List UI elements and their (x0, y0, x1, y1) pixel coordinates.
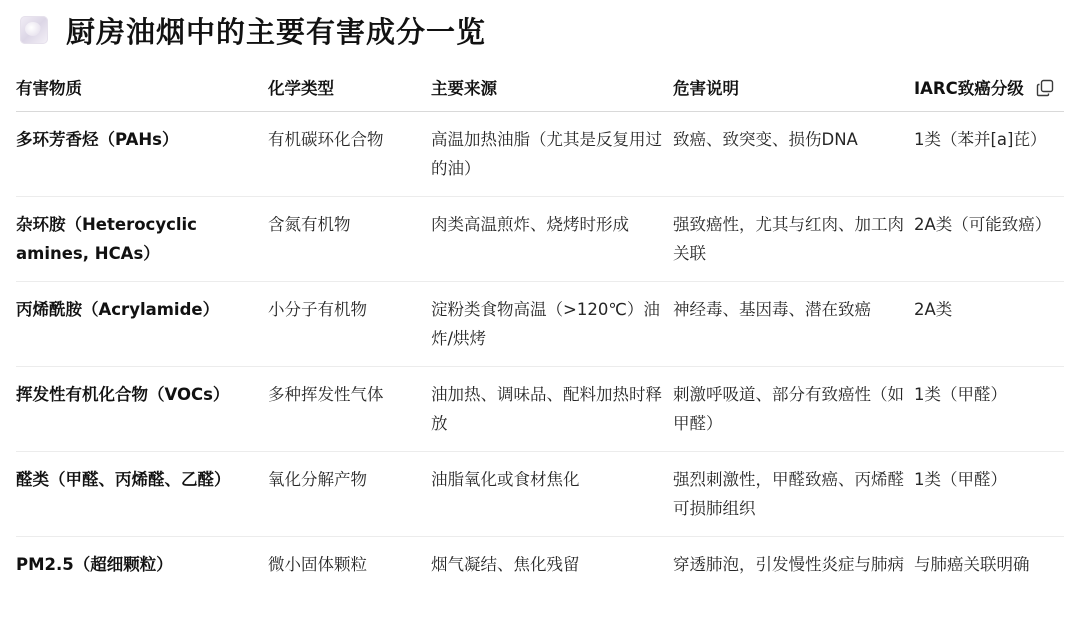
table-row (16, 537, 1064, 593)
cell-chemical-type: 有机碳环化合物 (268, 112, 431, 197)
cell-iarc: 与肺癌关联明确 (914, 555, 1030, 574)
cell-hazard: 穿透肺泡，引发慢性炎症与肺病 (673, 555, 904, 574)
table-row (16, 112, 1064, 197)
smoke-emoji-icon (20, 16, 48, 44)
cell-hazard: 致癌、致突变、损伤DNA (673, 112, 914, 197)
table-row (16, 452, 1064, 537)
cell-iarc: 2A类（可能致癌） (914, 197, 1064, 282)
page-title: 厨房油烟中的主要有害成分一览 (66, 14, 487, 49)
cell-source: 淀粉类食物高温（>120℃）油炸/烘烤 (431, 282, 673, 367)
cell-chemical-type: 氧化分解产物 (268, 452, 431, 537)
cell-source: 肉类高温煎炸、烧烤时形成 (431, 197, 673, 282)
table-row (16, 282, 1064, 367)
header-hazard: 危害说明 (673, 66, 914, 112)
cell-substance: PM2.5（超细颗粒） (16, 555, 173, 574)
cell-substance: 醛类（甲醛、丙烯醛、乙醛） (16, 452, 268, 537)
cell-source: 油加热、调味品、配料加热时释放 (431, 367, 673, 452)
cell-source: 高温加热油脂（尤其是反复用过的油） (431, 112, 673, 197)
copy-icon[interactable] (1036, 79, 1054, 97)
cell-source: 油脂氧化或食材焦化 (431, 452, 673, 537)
header-source: 主要来源 (431, 66, 673, 112)
cell-chemical-type: 含氮有机物 (268, 197, 431, 282)
header-chemical-type: 化学类型 (268, 66, 431, 112)
header-substance: 有害物质 (16, 66, 268, 112)
page-title-row (20, 10, 486, 50)
header-iarc (914, 66, 1064, 112)
cell-chemical-type: 小分子有机物 (268, 282, 431, 367)
cell-iarc: 2A类 (914, 282, 1064, 367)
cell-hazard: 神经毒、基因毒、潜在致癌 (673, 282, 914, 367)
table-row (16, 367, 1064, 452)
cell-source: 烟气凝结、焦化残留 (431, 555, 580, 574)
cell-iarc: 1类（甲醛） (914, 367, 1064, 452)
cell-iarc: 1类（甲醛） (914, 452, 1064, 537)
table-header-row (16, 66, 1064, 112)
cell-substance: 丙烯酰胺（Acrylamide） (16, 282, 268, 367)
cell-hazard: 强致癌性，尤其与红肉、加工肉关联 (673, 197, 914, 282)
table-row (16, 197, 1064, 282)
cell-substance: 挥发性有机化合物（VOCs） (16, 367, 268, 452)
cell-substance: 杂环胺（Heterocyclic amines, HCAs） (16, 197, 268, 282)
cell-chemical-type: 多种挥发性气体 (268, 367, 431, 452)
header-iarc-label: IARC致癌分级 (914, 79, 1024, 98)
cell-chemical-type: 微小固体颗粒 (268, 555, 367, 574)
hazard-table (16, 66, 1064, 592)
cell-hazard: 强烈刺激性，甲醛致癌、丙烯醛可损肺组织 (673, 452, 914, 537)
cell-iarc: 1类（苯并[a]芘） (914, 112, 1064, 197)
cell-hazard: 刺激呼吸道、部分有致癌性（如甲醛） (673, 367, 914, 452)
cell-substance: 多环芳香烃（PAHs） (16, 112, 268, 197)
